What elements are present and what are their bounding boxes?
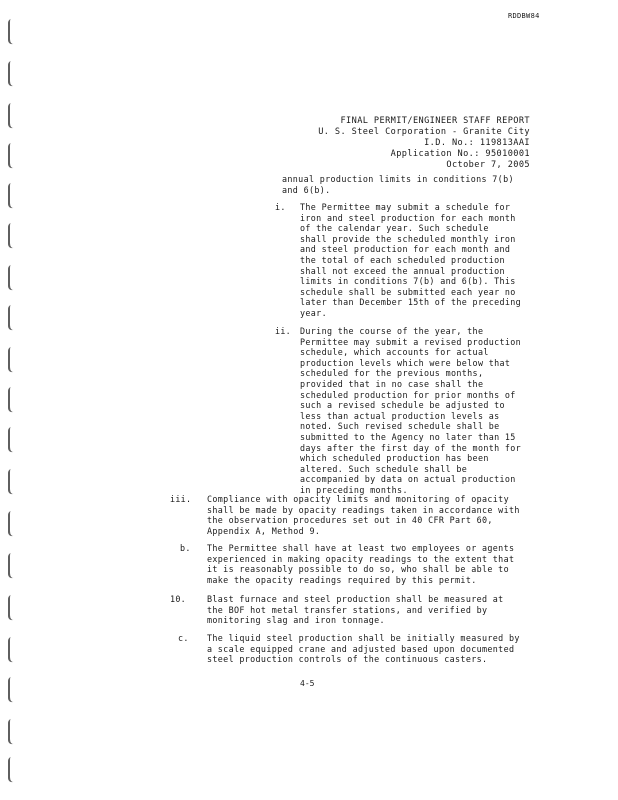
item-text: During the course of the year, the Permittee may submit a revised production schedule, which accounts for actual production levels which were below that scheduled for the previous months, provided that in no case shall the scheduled production for prior months of such a revised schedule be adjusted to less than actual production levels as noted. Such revised schedule shall be submitted to the Agency no later than 15 days after the first day of the month for which scheduled production has been altered. Such schedule shall be accompanied by data on actual production in preceding months. [300,326,522,495]
binding-hole-marks [0,0,26,800]
item-number: 10. [170,594,187,604]
header-date: October 7, 2005 [446,160,530,170]
item-text: Compliance with opacity limits and monitoring of opacity shall be made by opacity readings taken in accordance with the observation procedures set out in 40 CFR Part 60, Appendix A, Method 9. [207,494,520,536]
header-application-number: Application No.: 95010001 [390,149,530,159]
item-number: ii. [275,326,292,336]
header-id-number: I.D. No.: 119813AAI [424,138,530,148]
item-text: The Permittee may submit a schedule for iron and steel production for each month of the calendar year. Such schedule shall provide the scheduled monthly iron and steel production for each month and the total of each scheduled production shall not exceed the annual production limits in conditions 7(b) and 6(b). This schedule shall be submitted each year no later than December 15th of the preceding year. [300,202,522,318]
item-number: c. [178,633,189,643]
header-company: U. S. Steel Corporation - Granite City [318,127,530,137]
document-id: RDDBW84 [508,12,540,20]
item-number: iii. [170,494,192,504]
page-number: 4-5 [300,679,315,688]
header-title: FINAL PERMIT/ENGINEER STAFF REPORT [340,116,530,126]
item-number: b. [180,543,191,553]
intro-paragraph: annual production limits in conditions 7(b) and 6(b). [282,174,514,195]
item-text: The Permittee shall have at least two employees or agents experienced in making opacity readings to the extent that it is reasonably possible to do so, who shall be able to make the opacity readings required by this permit. [207,543,515,585]
item-text: Blast furnace and steel production shall be measured at the BOF hot metal transfer stations, and verified by monitoring slag and iron tonnage. [207,594,504,626]
item-text: The liquid steel production shall be initially measured by a scale equipped crane and adjusted based upon documented steel production controls of the continuous casters. [207,633,520,665]
item-number: i. [275,202,286,212]
